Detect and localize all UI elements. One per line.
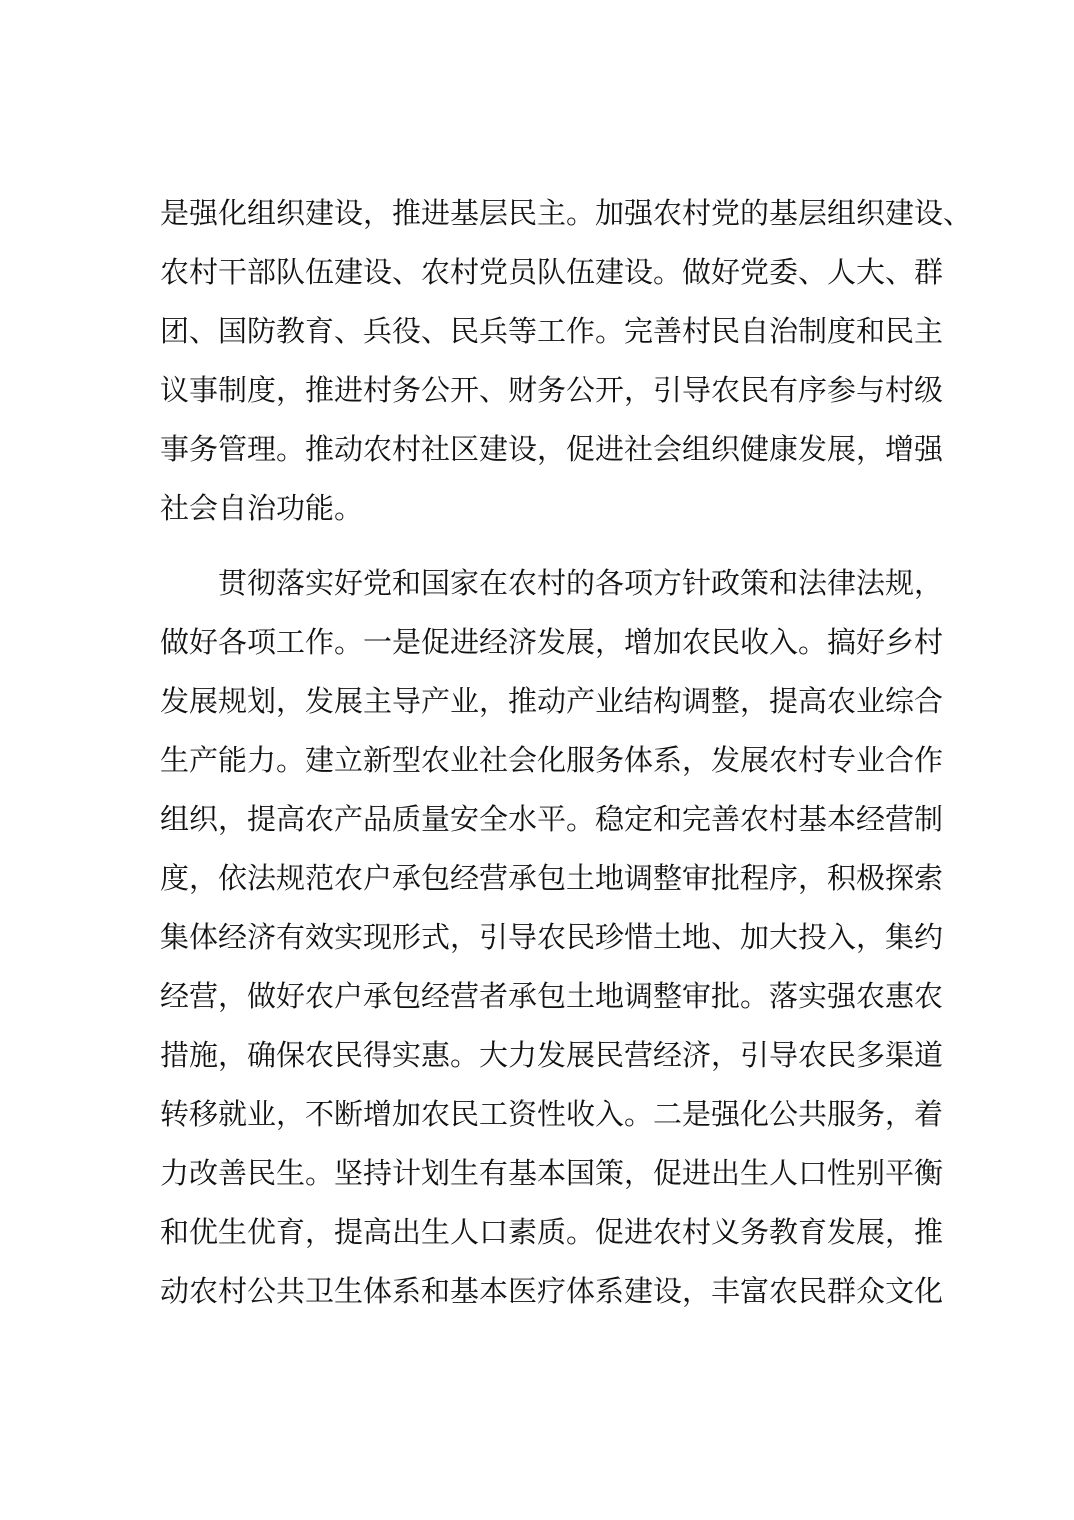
text-line-2: 农村干部队伍建设、农村党员队伍建设。做好党委、人大、群 bbox=[160, 255, 944, 289]
text-line-9: 发展规划，发展主导产业，推动产业结构调整，提高农业综合 bbox=[160, 684, 944, 718]
text-line-12: 度，依法规范农户承包经营承包土地调整审批程序，积极探索 bbox=[160, 861, 944, 895]
text-line-7: 贯彻落实好党和国家在农村的各项方针政策和法律法规， bbox=[218, 566, 944, 600]
text-line-4: 议事制度，推进村务公开、财务公开，引导农民有序参与村级 bbox=[160, 373, 944, 407]
text-line-6: 社会自治功能。 bbox=[160, 491, 364, 525]
text-line-14: 经营，做好农户承包经营者承包土地调整审批。落实强农惠农 bbox=[160, 979, 944, 1013]
text-line-17: 力改善民生。坚持计划生有基本国策，促进出生人口性别平衡 bbox=[160, 1156, 944, 1190]
text-line-15: 措施，确保农民得实惠。大力发展民营经济，引导农民多渠道 bbox=[160, 1038, 944, 1072]
text-line-16: 转移就业，不断增加农民工资性收入。二是强化公共服务，着 bbox=[160, 1097, 944, 1131]
text-line-19: 动农村公共卫生体系和基本医疗体系建设，丰富农民群众文化 bbox=[160, 1274, 944, 1308]
text-line-10: 生产能力。建立新型农业社会化服务体系，发展农村专业合作 bbox=[160, 743, 944, 777]
text-line-1: 是强化组织建设，推进基层民主。加强农村党的基层组织建设、 bbox=[160, 196, 973, 230]
text-line-18: 和优生优育，提高出生人口素质。促进农村义务教育发展，推 bbox=[160, 1215, 944, 1249]
text-line-5: 事务管理。推动农村社区建设，促进社会组织健康发展，增强 bbox=[160, 432, 944, 466]
text-line-3: 团、国防教育、兵役、民兵等工作。完善村民自治制度和民主 bbox=[160, 314, 944, 348]
text-line-8: 做好各项工作。一是促进经济发展，增加农民收入。搞好乡村 bbox=[160, 625, 944, 659]
text-line-13: 集体经济有效实现形式，引导农民珍惜土地、加大投入，集约 bbox=[160, 920, 944, 954]
text-line-11: 组织，提高农产品质量安全水平。稳定和完善农村基本经营制 bbox=[160, 802, 944, 836]
